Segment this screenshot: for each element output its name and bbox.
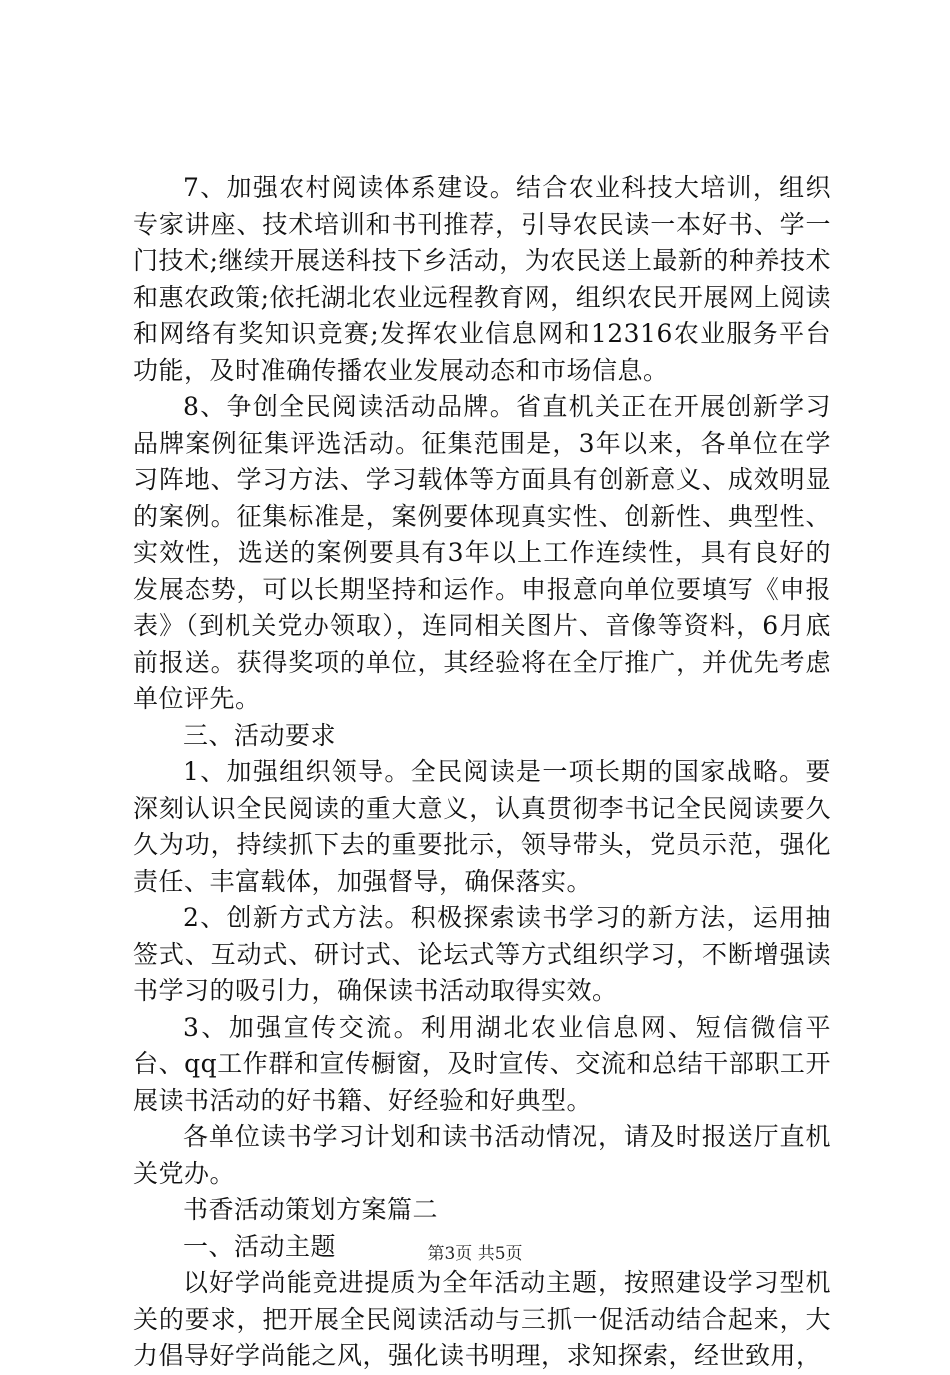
section-heading-plan-two: 书香活动策划方案篇二 xyxy=(183,1195,439,1224)
paragraph-submission-note: 各单位读书学习计划和读书活动情况，请及时报送厅直机关党办。 xyxy=(133,1122,831,1188)
paragraph-2-methods: 2、创新方式方法。积极探索读书学习的新方法，运用抽签式、互动式、研讨式、论坛式等方式组织学习，不断增强读书学习的吸引力，确保读书活动取得实效。 xyxy=(133,903,831,1005)
paragraph-7-rural-reading: 7、加强农村阅读体系建设。结合农业科技大培训，组织专家讲座、技术培训和书刊推荐，引导农民读一本好书、学一门技术;继续开展送科技下乡活动，为农民送上最新的种养技术和惠农政策;依托湖北农业远程教育网，组织农民开展网上阅读和网络有奖知识竞赛;发挥农业信息网和12316农业服务平台功能，及时准确传播农业发展动态和市场信息。 xyxy=(133,173,831,385)
paragraph-1-leadership: 1、加强组织领导。全民阅读是一项长期的国家战略。要深刻认识全民阅读的重大意义，认真贯彻李书记全民阅读要久久为功，持续抓下去的重要批示，领导带头，党员示范，强化责任、丰富载体，加强督导，确保落实。 xyxy=(133,757,831,896)
paragraph-8-reading-brand: 8、争创全民阅读活动品牌。省直机关正在开展创新学习品牌案例征集评选活动。征集范围是，3年以来，各单位在学习阵地、学习方法、学习载体等方面具有创新意义、成效明显的案例。征集标准是，案例要体现真实性、创新性、典型性、实效性，选送的案例要具有3年以上工作连续性，具有良好的发展态势，可以长期坚持和运作。申报意向单位要填写《申报表》（到机关党办领取），连同相关图片、音像等资料，6月底前报送。获得奖项的单位，其经验将在全厅推广，并优先考虑单位评先。 xyxy=(133,392,831,713)
section-heading-requirements: 三、活动要求 xyxy=(183,720,337,750)
document-body xyxy=(133,170,831,1375)
paragraph-theme-body: 以好学尚能竞进提质为全年活动主题，按照建设学习型机关的要求，把开展全民阅读活动与三抓一促活动结合起来，大力倡导好学尚能之风，强化读书明理，求知探索，经世致用， xyxy=(133,1268,831,1370)
paragraph-3-publicity: 3、加强宣传交流。利用湖北农业信息网、短信微信平台、qq工作群和宣传橱窗，及时宣传、交流和总结干部职工开展读书活动的好书籍、好经验和好典型。 xyxy=(133,1012,831,1115)
section-heading-theme: 一、活动主题 xyxy=(183,1231,337,1261)
page-number-footer: 第3页 共5页 xyxy=(427,1244,523,1264)
